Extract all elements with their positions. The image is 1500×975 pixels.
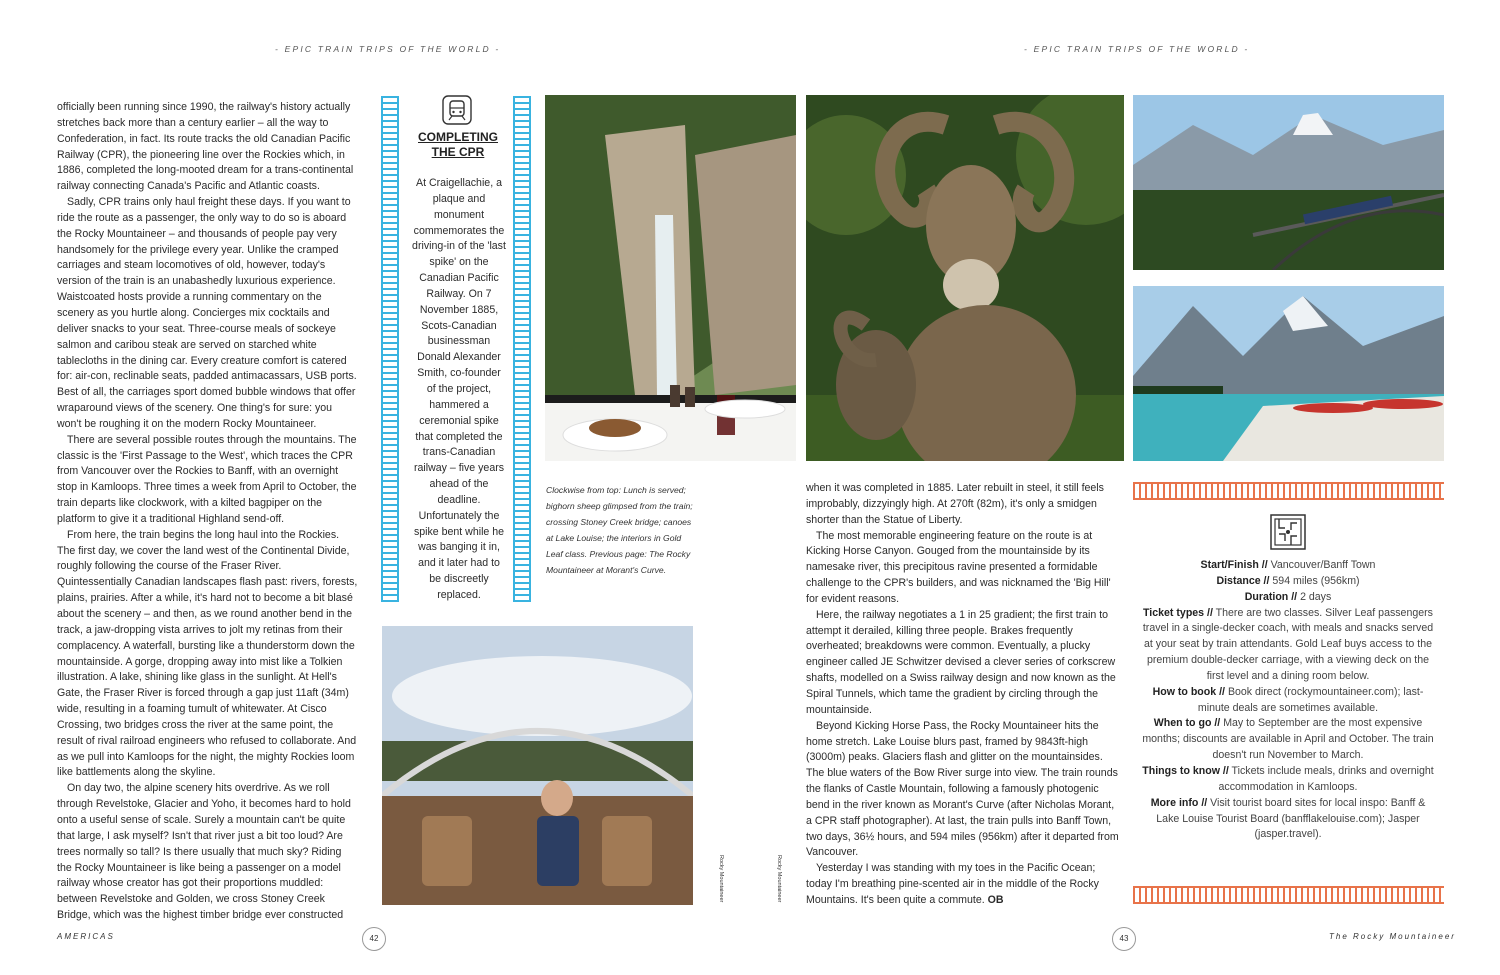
sidebar-left-rail	[381, 96, 399, 602]
paragraph: Sadly, CPR trains only haul freight these days. If you want to ride the route as a passenger, the only way to do so is aboard the Rocky Mountaineer – and thousands of people pay very handsomely for the privilege every year. Unlike the cramped carriages and steam locomotives of old, however, today's version of the train is an unabashedly luxurious experience. Waistcoated hosts provide a running commentary on the scenery as you hurtle along. Concierges mix cocktails and deliver snacks to your seat. Three-course meals of sockeye salmon and caribou steak are served on starched white tablecloths in the dining car. Every creature comfort is catered for: air-con, reclinable seats, padded antimacassars, USB ports. Best of all, the carriages sport domed bubble windows that offer wraparound views of the scenery. One thing's for sure: you won't be roughing it on the modern Rocky Mountaineer.	[57, 196, 357, 430]
sidebar-right-rail	[513, 96, 531, 602]
paragraph: There are several possible routes through the mountains. The classic is the 'First Passage to the West', which traces the CPR from Vancouver over the Rockies to Banff, with an overnight stop in Kamloops. Three times a week from April to October, the train departs like clockwork, with a kilted bagpiper on the platform to give it a traditional Highland send-off.	[57, 433, 357, 525]
sidebar-text: At Craigellachie, a plaque and monument commemorates the driving-in of the 'last spike' on the Canadian Pacific Railway. On 7 November 1885, Scots-Canadian businessman Donald Alexander Smith, co-founder of the project, hammered a ceremonial spike that completed the trans-Canadian railway – five years ahead of the deadline. Unfortunately the spike bent while he was banging it in, and it later had to be discreetly replaced.	[412, 177, 506, 601]
lunch-photo	[545, 95, 796, 461]
info-box-top-rail	[1133, 482, 1444, 500]
left-page-number: 42	[362, 927, 386, 951]
photo-credit-left: Rocky Mountaineer	[718, 855, 724, 903]
info-row: How to book // Book direct (rockymountaineer.com); last-minute deals are sometimes available.	[1152, 685, 1424, 714]
left-folio: AMERICAS	[57, 932, 115, 941]
info-row: Ticket types // There are two classes. Silver Leaf passengers travel in a single-decker coach, with meals and snacks served at your seat by train attendants. Gold Leaf buys access to the premium double-decker carriage, with a viewing deck on the first level and a dining room below.	[1142, 606, 1434, 682]
left-running-head: - EPIC TRAIN TRIPS OF THE WORLD -	[275, 44, 501, 54]
info-box-bottom-rail	[1133, 886, 1444, 904]
body-column-1	[57, 100, 359, 924]
paragraph: On day two, the alpine scenery hits overdrive. As we roll through Revelstoke, Glacier and Yoho, it becomes hard to hold onto a useful sense of scale. Surely a mountain can't be quite that large, I ask myself? Isn't that river just a bit too loud? Are trees normally so tall? Is there usually that much sky? Riding the Rocky Mountaineer is like being a passenger on a model railway whose creator has got their proportions muddled: between Revelstoke and Golden, we cross Stoney Creek Bridge, which was the highest timber bridge ever constructed	[57, 782, 351, 922]
info-row: Start/Finish // Vancouver/Banff Town	[1200, 559, 1376, 571]
photo-caption: Clockwise from top: Lunch is served; bighorn sheep glimpsed from the train; crossing Stoney Creek bridge; canoes at Lake Louise; the interiors in Gold Leaf class. Previous page: The Rocky Mountaineer at Morant's Curve.	[546, 485, 693, 575]
info-row: Duration // 2 days	[1244, 590, 1332, 603]
lake-louise-photo	[1133, 286, 1444, 461]
paragraph: The most memorable engineering feature on the route is at Kicking Horse Canyon. Gouged from the mountainside by its namesake river, this precipitous ravine presented a formidable challenge to the CPR's builders, and was nicknamed the 'Big Hill' for evident reasons.	[806, 529, 1111, 605]
paragraph: From here, the train begins the long haul into the Rockies. The first day, we cover the land west of the Continental Divide, roughly following the course of the Fraser River. Quintessentially Canadian landscapes flash past: rivers, forests, plains, prairies. After a while, it's hard not to become a bit blasé about the scenery – and then, as we round another bend in the track, a jaw-dropping vista arrives to jolt my retinas from their complacency. A waterfall, bursting like a thunderstorm down the mountainside. A gorge, dropping away into mist like a Tolkien illustration. A lake, shining like glass in the sunlight. At Hell's Gate, the Fraser River is forced through a gap just 11aft (34m) wide, resulting in a foaming tumult of whitewater. At Cisco Crossing, two bridges cross the river at the same point, the result of rival railroad engineers who refused to collaborate. And as we pull into Kamloops for the night, the mighty Rockies loom like battlements along the skyline.	[57, 528, 358, 779]
right-folio: The Rocky Mountaineer	[1329, 932, 1456, 941]
right-running-head: - EPIC TRAIN TRIPS OF THE WORLD -	[1024, 44, 1250, 54]
photo-credit-right: Rocky Mountaineer	[776, 855, 782, 903]
body-column-3	[806, 481, 1119, 909]
paragraph: when it was completed in 1885. Later rebuilt in steel, it still feels improbably, dizzyingly high. At 270ft (82m), it's only a smidgen shorter than the Statue of Liberty.	[806, 482, 1104, 526]
paragraph: Beyond Kicking Horse Pass, the Rocky Mountaineer hits the home stretch. Lake Louise blurs past, framed by 9843ft-high (3000m) peaks. Glaciers flash and glitter on the mountainsides. The blue waters of the Bow River surge into view. The train rounds the flanks of Castle Mountain, following a famously photogenic bend in the river known as Morant's Curve (after Nicholas Morant, a CPR staff photographer). At last, the train pulls into Banff Town, two days, 36½ hours, and 594 miles (956km) after it departed from Vancouver.	[806, 719, 1119, 859]
trip-info-box	[1138, 558, 1438, 843]
train-icon	[442, 95, 472, 125]
paragraph: Here, the railway negotiates a 1 in 25 gradient; the first train to attempt it derailed, killing three people. Brakes frequently overheated; breakdowns were common. Eventually, a plucky engineer called JE Schwitzer devised a clever series of corkscrew shafts, modelled on a Swiss railway design and now known as the Spiral Tunnels, which tame the gradient by circling through the mountainside.	[806, 608, 1116, 716]
paragraph: Yesterday I was standing with my toes in the Pacific Ocean; today I'm breathing pine-scented air in the middle of the Rocky Mountains. It's been quite a commute. OB	[806, 862, 1099, 906]
sidebar-title: COMPLETING THE CPR	[418, 130, 498, 159]
gold-leaf-interior-photo	[382, 626, 693, 905]
info-row: Distance // 594 miles (956km)	[1216, 574, 1360, 587]
right-page-number: 43	[1112, 927, 1136, 951]
stoney-creek-bridge-photo	[1133, 95, 1444, 270]
byline: OB	[987, 893, 1004, 906]
info-row: Things to know // Tickets include meals, drinks and overnight accommodation in Kamloops.	[1142, 764, 1434, 793]
info-row: When to go // May to September are the most expensive months; discounts are available in April and October. The train doesn't run November to March.	[1142, 717, 1434, 762]
bighorn-sheep-photo	[806, 95, 1124, 461]
info-row: More info // Visit tourist board sites for local inspo: Banff & Lake Louise Tourist Board (banfflakelouise.com); Jasper (jasper.travel).	[1150, 796, 1426, 841]
paragraph: officially been running since 1990, the railway's history actually stretches back more than a century earlier – all the way to Confederation, in fact. Its route tracks the old Canadian Pacific Railway (CPR), the pioneering line over the Rockies which, in 1886, completed the long-mooted dream for a trans-continental railway connecting Canada's Pacific and Atlantic coasts.	[57, 101, 354, 193]
maze-icon	[1270, 514, 1306, 550]
